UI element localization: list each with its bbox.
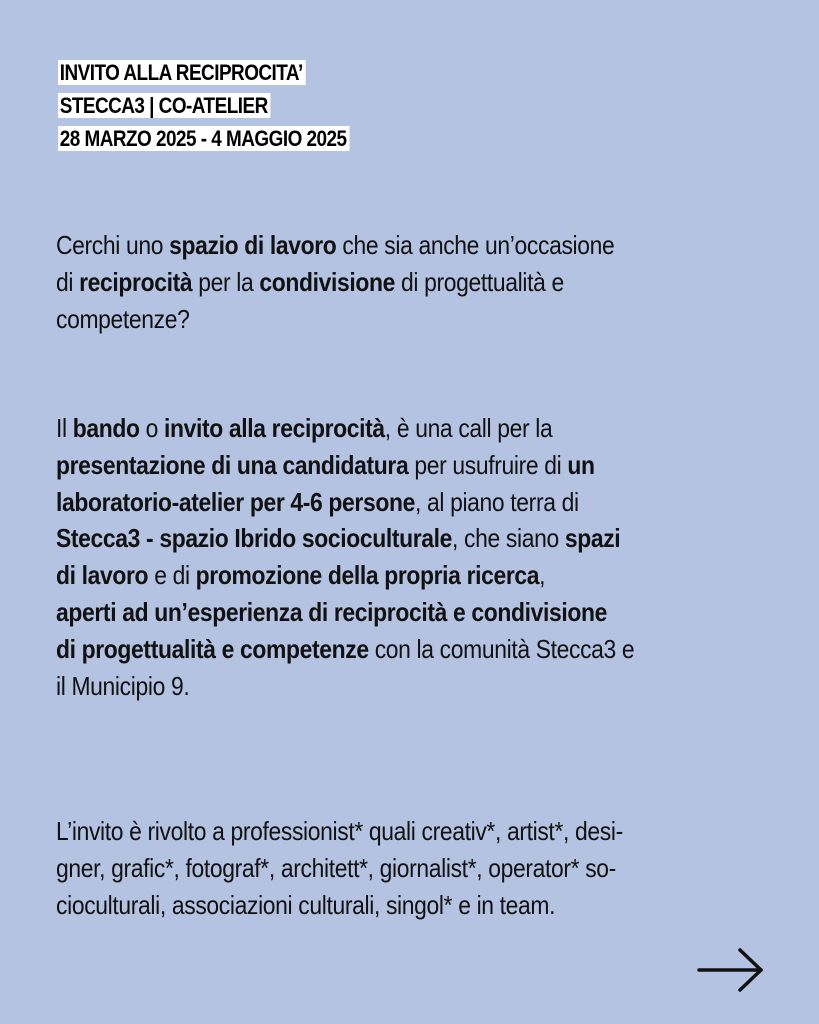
audience-paragraph — [56, 813, 623, 923]
highlight-text: Stecca3 - spazio Ibrido socioculturale — [56, 523, 453, 554]
call-line-5 — [56, 557, 634, 594]
call-line-6 — [56, 594, 634, 631]
highlight-text: laboratorio-atelier per 4-6 persone — [56, 486, 415, 517]
call-line-2 — [56, 447, 634, 484]
intro-line-2 — [56, 264, 614, 301]
highlight-text: invito alla reciprocità — [164, 413, 385, 443]
text: di — [56, 266, 80, 297]
intro-paragraph — [56, 227, 614, 337]
header-block — [58, 60, 397, 159]
highlight-text: spazio di lavoro — [169, 230, 337, 260]
text: per la — [192, 266, 260, 297]
text: o — [139, 413, 165, 443]
text: , — [539, 560, 546, 591]
call-line-4 — [56, 520, 634, 557]
audience-line-1: L’invito è rivolto a professionist* quali creativ*, artist*, desi- — [56, 816, 623, 846]
header-title: INVITO ALLA RECIPROCITA’ — [58, 60, 305, 85]
highlight-text: promozione della propria ricerca — [195, 560, 540, 591]
audience-line-2: gner, grafic*, fotograf*, architett*, giornalist*, operator* so- — [56, 852, 616, 883]
text: Il — [56, 413, 73, 443]
text: , è una call per la — [384, 413, 553, 443]
highlight-text: spazi — [564, 523, 621, 554]
text: con la comunità Stecca3 e — [368, 633, 635, 664]
header-dates: 28 MARZO 2025 - 4 MAGGIO 2025 — [58, 126, 349, 151]
highlight-text: aperti ad un’esperienza di reciprocità e condivisione — [56, 596, 607, 627]
intro-line-3: competenze? — [56, 303, 190, 334]
highlight-text: di lavoro — [56, 560, 149, 591]
highlight-text: reciprocità — [79, 266, 193, 297]
audience-line-3: cioculturali, associazioni culturali, singol* e in team. — [56, 889, 556, 920]
text: , che siano — [452, 523, 565, 554]
call-line-3 — [56, 484, 634, 521]
highlight-text: bando — [72, 413, 140, 443]
text: di progettualità e — [395, 266, 564, 297]
header-venue: STECCA3 | CO-ATELIER — [58, 93, 270, 118]
text: per usufruire di — [408, 449, 568, 480]
intro-line-1 — [56, 227, 614, 264]
call-line-1 — [56, 410, 634, 447]
highlight-text: un — [567, 449, 595, 480]
call-description-paragraph — [56, 410, 634, 704]
call-line-8: il Municipio 9. — [56, 670, 190, 701]
text: , al piano terra di — [414, 486, 579, 517]
highlight-text: di progettualità e competenze — [56, 633, 369, 664]
arrow-right-icon[interactable] — [697, 946, 765, 994]
text: che sia anche un’occasione — [336, 230, 615, 260]
highlight-text: condivisione — [259, 266, 396, 297]
highlight-text: presentazione di una candidatura — [56, 449, 409, 480]
text: Cerchi uno — [56, 230, 170, 260]
call-line-7 — [56, 631, 634, 668]
text: e di — [148, 560, 196, 591]
